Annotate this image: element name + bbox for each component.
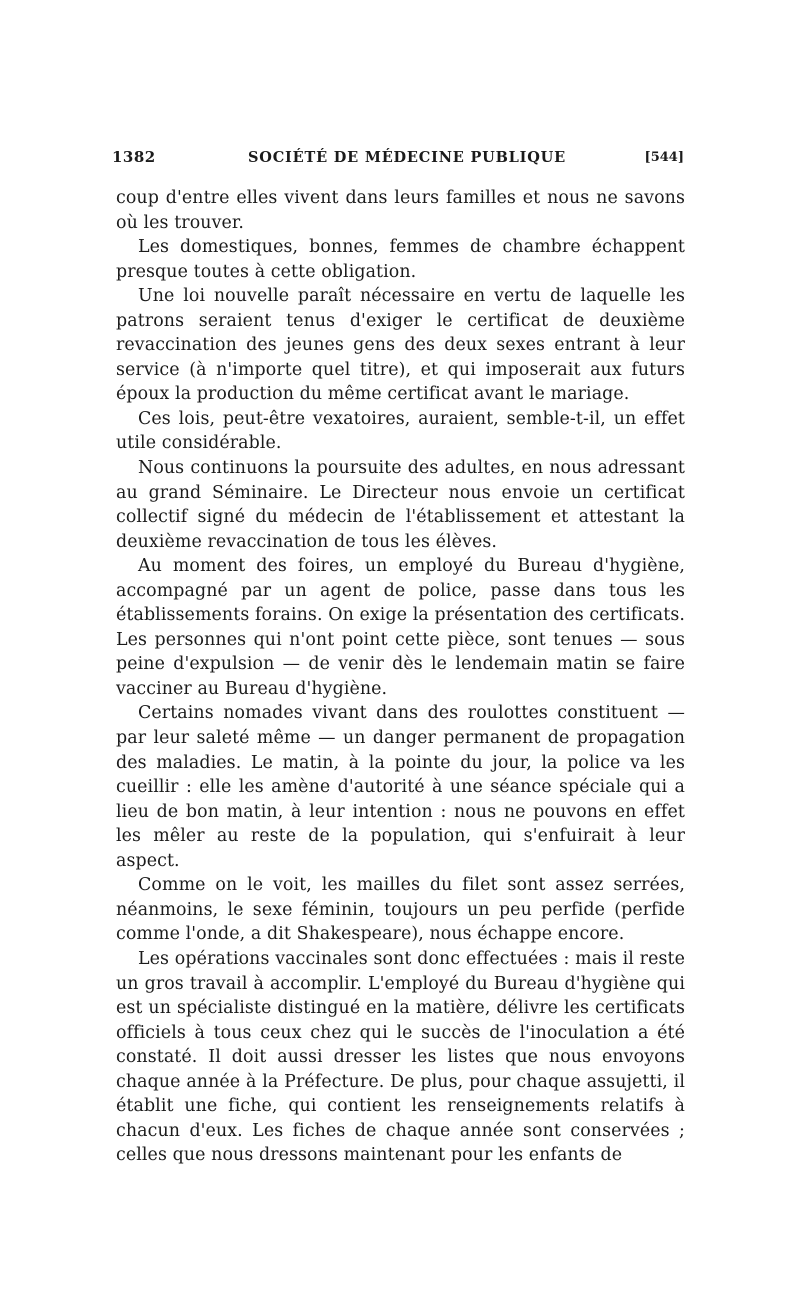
body-text	[116, 186, 685, 1168]
paragraph-continuation: coup d'entre elles vivent dans leurs familles et nous ne savons où les trouver.	[116, 188, 685, 233]
paragraph-laws-utility: Ces lois, peut-être vexatoires, auraient, semble-t-il, un effet utile considérable.	[116, 408, 685, 454]
running-head	[112, 148, 684, 174]
paragraph-domestics: Les domestiques, bonnes, femmes de chambre échappent presque toutes à cette obligation.	[116, 237, 685, 282]
paragraph-net-meshes: Comme on le voit, les mailles du filet sont assez serrées, néanmoins, le sexe féminin, toujours un peu perfide (perfide comme l'onde, a dit Shakespeare), nous échappe encore.	[116, 875, 685, 945]
paragraph-fairs: Au moment des foires, un employé du Bureau d'hygiène, accompagné par un agent de police, passe dans tous les établissements forains. On exige la présentation des certificats. Les personnes qui n'ont point cette pièce, sont tenues — sous peine d'expulsion — de venir dès le lendemain matin se faire vacciner au Bureau d'hygiène.	[116, 556, 685, 699]
page-number: 1382	[112, 148, 156, 166]
bracket-page-reference: [544]	[644, 150, 684, 165]
paragraph-new-law: Une loi nouvelle paraît nécessaire en vertu de laquelle les patrons seraient tenus d'exiger le certificat de deuxième revaccination des jeunes gens des deux sexes entrant à leur service (à n'importe quel titre), et qui imposerait aux futurs époux la production du même certificat avant le mariage.	[116, 286, 685, 405]
paragraph-nomads: Certains nomades vivant dans des roulottes constituent — par leur saleté même — un danger permanent de propagation des maladies. Le matin, à la pointe du jour, la police va les cueillir : elle les amène d'autorité à une séance spéciale qui a lieu de bon matin, à leur intention : nous ne pouvons en effet les mêler au reste de la population, qui s'enfuirait à leur aspect.	[116, 703, 685, 871]
paragraph-vaccination-work: Les opérations vaccinales sont donc effectuées : mais il reste un gros travail à accomplir. L'employé du Bureau d'hygiène qui est un spécialiste distingué en la matière, délivre les certificats officiels à tous ceux chez qui le succès de l'inoculation a été constaté. Il doit aussi dresser les listes que nous envoyons chaque année à la Préfecture. De plus, pour chaque assujetti, il établit une fiche, qui contient les renseignements relatifs à chacun d'eux. Les fiches de chaque année sont conservées ; celles que nous dressons maintenant pour les enfants de	[116, 948, 685, 1166]
running-title: SOCIÉTÉ DE MÉDECINE PUBLIQUE	[248, 149, 566, 166]
paragraph-seminary: Nous continuons la poursuite des adultes, en nous adressant au grand Séminaire. Le Directeur nous envoie un certificat collectif signé du médecin de l'établissement et attestant la deuxième revaccination de tous les élèves.	[116, 458, 685, 552]
